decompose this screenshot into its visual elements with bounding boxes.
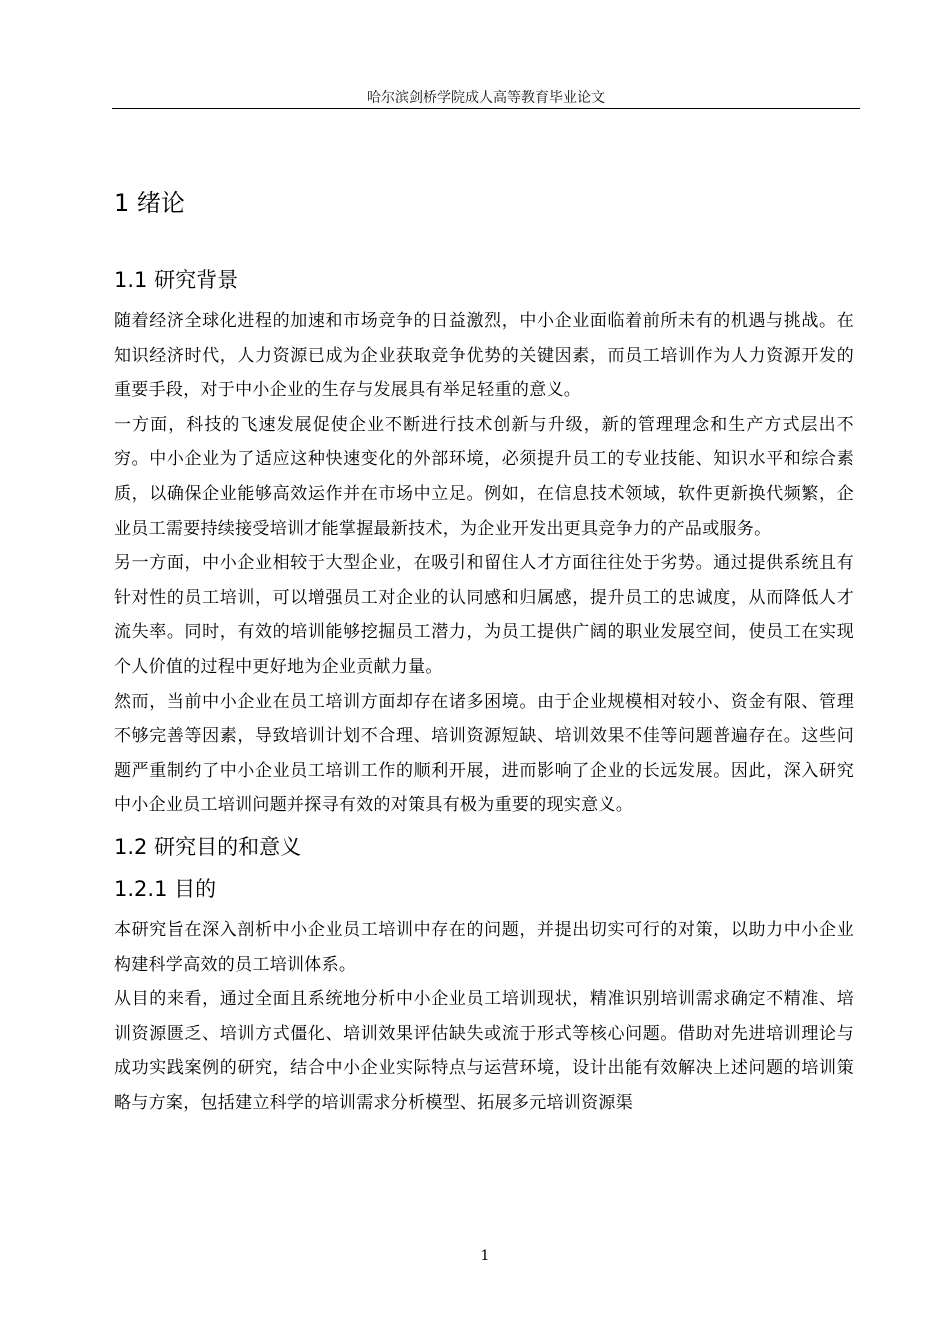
page-number: 1 [480,1248,490,1264]
paragraph: 随着经济全球化进程的加速和市场竞争的日益激烈，中小企业面临着前所未有的机遇与挑战。在知识经济时代，人力资源已成为企业获取竞争优势的关键因素，而员工培训作为人力资源开发的重要手段，对于中小企业的生存与发展具有举足轻重的意义。 [114,311,854,401]
section-1-2-1-heading: 1.2.1 目的 [114,876,217,901]
paragraph: 然而，当前中小企业在员工培训方面却存在诸多困境。由于企业规模相对较小、资金有限、管理不够完善等因素，导致培训计划不合理、培训资源短缺、培训效果不佳等问题普遍存在。这些问题严重制约了中小企业员工培训工作的顺利开展，进而影响了企业的长远发展。因此，深入研究中小企业员工培训问题并探寻有效的对策具有极为重要的现实意义。 [114,691,854,816]
paragraph: 另一方面，中小企业相较于大型企业，在吸引和留住人才方面往往处于劣势。通过提供系统且有针对性的员工培训，可以增强员工对企业的认同感和归属感，提升员工的忠诚度，从而降低人才流失率。同时，有效的培训能够挖掘员工潜力，为员工提供广阔的职业发展空间，使员工在实现个人价值的过程中更好地为企业贡献力量。 [114,553,854,677]
chapter-heading: 1 绪论 [114,189,185,217]
section-1-1-heading: 1.1 研究背景 [114,268,239,292]
paragraph: 一方面，科技的飞速发展促使企业不断进行技术创新与升级，新的管理理念和生产方式层出不穷。中小企业为了适应这种快速变化的外部环境，必须提升员工的专业技能、知识水平和综合素质，以确保企业能够高效运作并在市场中立足。例如，在信息技术领域，软件更新换代频繁，企业员工需要持续接受培训才能掌握最新技术，为企业开发出更具竞争力的产品或服务。 [114,414,854,539]
paragraph: 本研究旨在深入剖析中小企业员工培训中存在的问题，并提出切实可行的对策，以助力中小企业构建科学高效的员工培训体系。 [114,919,854,975]
header-divider [112,108,860,109]
section-1-2-heading: 1.2 研究目的和意义 [114,834,302,859]
document-body [114,180,854,1120]
running-header: 哈尔滨剑桥学院成人高等教育毕业论文 [367,90,605,106]
paragraph: 从目的来看，通过全面且系统地分析中小企业员工培训现状，精准识别培训需求确定不精准、培训资源匮乏、培训方式僵化、培训效果评估缺失或流于形式等核心问题。借助对先进培训理论与成功实践案例的研究，结合中小企业实际特点与运营环境，设计出能有效解决上述问题的培训策略与方案，包括建立科学的培训需求分析模型、拓展多元培训资源渠 [114,989,854,1113]
